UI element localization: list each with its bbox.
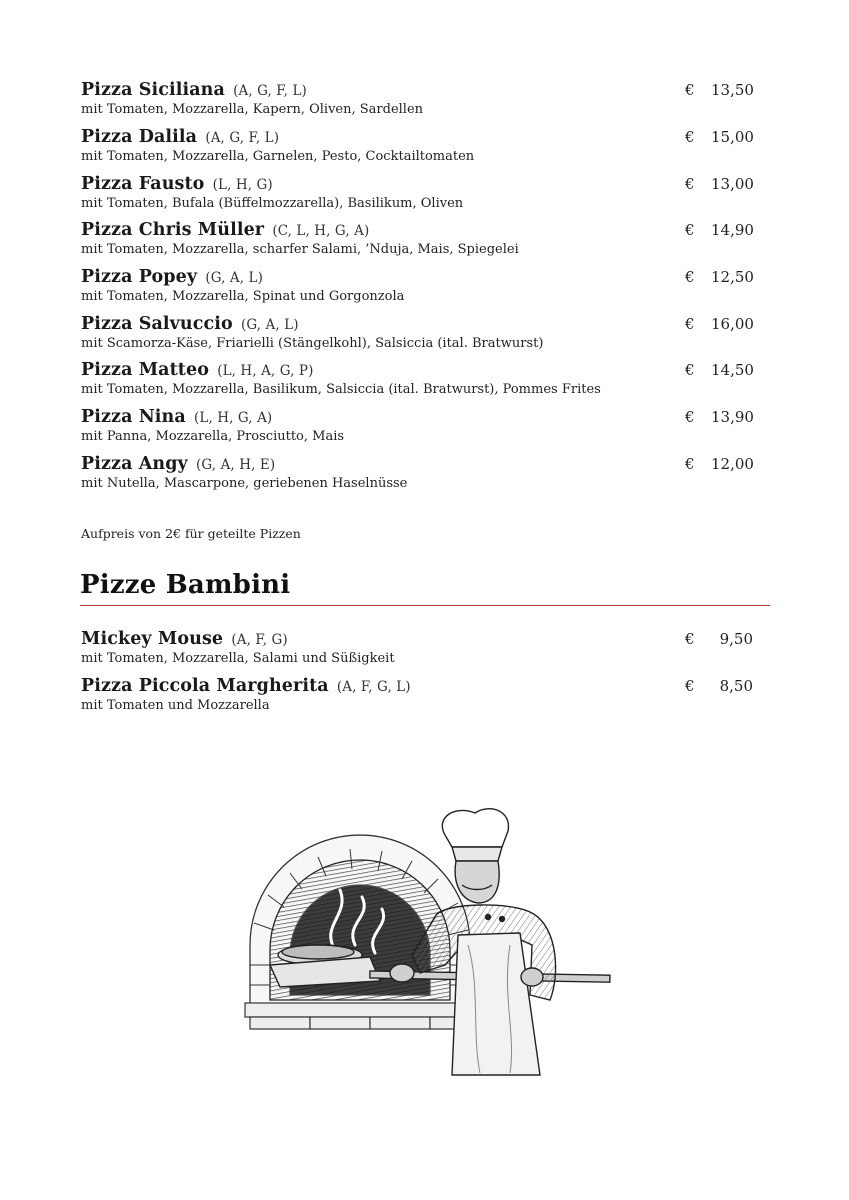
item-description: mit Tomaten, Mozzarella, Salami und Süßigkeit [81,651,395,666]
item-title [81,219,761,242]
item-allergens: (A, F, G) [231,632,288,648]
price-currency: € [685,268,695,286]
menu-item [81,266,761,305]
item-name: Pizza Fausto [81,174,205,194]
price-amount: 13,00 [711,175,754,193]
item-name: Pizza Siciliana [81,80,225,100]
item-allergens: (A, F, G, L) [336,679,411,695]
item-price [685,219,753,241]
item-name: Pizza Chris Müller [81,220,265,240]
item-name: Pizza Piccola Margherita [81,676,329,696]
item-description: mit Tomaten, Mozzarella, Kapern, Oliven, Sardellen [81,102,424,117]
item-allergens: (L, H, G) [212,177,273,193]
item-description: mit Tomaten, Bufala (Büffelmozzarella), Basilikum, Oliven [81,196,464,211]
item-title [81,313,761,336]
menu-item [81,406,761,445]
section-title: Pizze Bambini [80,570,291,600]
item-title [81,79,761,102]
item-allergens: (L, H, G, A) [194,410,273,426]
menu-item [81,675,761,714]
item-title [81,675,761,698]
menu-item [81,359,761,398]
item-allergens: (G, A, L) [240,317,299,333]
item-price [685,173,753,195]
item-name: Pizza Popey [81,267,198,287]
item-description: mit Nutella, Mascarpone, geriebenen Haselnüsse [81,476,408,491]
item-price [685,266,753,288]
item-name: Pizza Nina [81,407,186,427]
item-allergens: (G, A, L) [205,270,263,286]
item-allergens: (C, L, H, G, A) [272,223,370,239]
item-price [685,453,753,475]
section-divider [80,605,770,606]
item-title [81,406,761,429]
item-price [685,675,753,697]
item-price [685,126,753,148]
item-title [81,126,761,149]
price-currency: € [685,175,695,193]
item-title [81,453,761,476]
price-amount: 14,90 [711,221,754,239]
menu-item [81,126,761,165]
price-amount: 14,50 [711,361,754,379]
item-allergens: (G, A, H, E) [196,457,276,473]
sharing-surcharge-note: Aufpreis von 2€ für geteilte Pizzen [81,526,301,541]
item-name: Pizza Angy [81,454,188,474]
menu-item [81,79,761,118]
item-price [685,359,753,381]
item-price [685,79,753,101]
item-name: Pizza Dalila [81,127,198,147]
price-currency: € [685,128,695,146]
price-amount: 15,00 [711,128,754,146]
menu-item [81,313,761,352]
price-currency: € [685,81,695,99]
oven-base [245,1003,480,1029]
price-currency: € [685,677,695,695]
chef-pizza-oven-illustration [240,805,620,1080]
item-description: mit Scamorza-Käse, Friarielli (Stängelkohl), Salsiccia (ital. Bratwurst) [81,336,544,351]
item-description: mit Panna, Mozzarella, Prosciutto, Mais [81,429,345,444]
item-allergens: (A, G, F, L) [233,83,307,99]
item-allergens: (A, G, F, L) [205,130,280,146]
item-name: Pizza Salvuccio [81,314,233,334]
item-price [685,628,753,650]
price-currency: € [685,408,695,426]
price-amount: 12,00 [711,455,754,473]
price-currency: € [685,315,695,333]
price-amount: 8,50 [719,677,753,695]
price-amount: 12,50 [711,268,754,286]
item-description: mit Tomaten, Mozzarella, Basilikum, Salsiccia (ital. Bratwurst), Pommes Frites [81,382,601,397]
item-name: Pizza Matteo [81,360,209,380]
price-amount: 13,90 [711,408,754,426]
item-title [81,628,761,651]
price-currency: € [685,221,695,239]
menu-item [81,173,761,212]
menu-item [81,628,761,667]
item-description: mit Tomaten und Mozzarella [81,698,270,713]
menu-item [81,219,761,258]
item-description: mit Tomaten, Mozzarella, Garnelen, Pesto, Cocktailtomaten [81,149,475,164]
price-currency: € [685,455,695,473]
price-amount: 16,00 [711,315,754,333]
price-amount: 13,50 [711,81,754,99]
item-description: mit Tomaten, Mozzarella, scharfer Salami, ’Nduja, Mais, Spiegelei [81,242,519,257]
price-currency: € [685,630,695,648]
item-title [81,359,761,382]
item-description: mit Tomaten, Mozzarella, Spinat und Gorgonzola [81,289,405,304]
price-currency: € [685,361,695,379]
item-allergens: (L, H, A, G, P) [217,363,314,379]
item-name: Mickey Mouse [81,629,224,649]
item-title [81,173,761,196]
menu-item [81,453,761,492]
item-price [685,406,753,428]
item-price [685,313,753,335]
item-title [81,266,761,289]
price-amount: 9,50 [719,630,753,648]
